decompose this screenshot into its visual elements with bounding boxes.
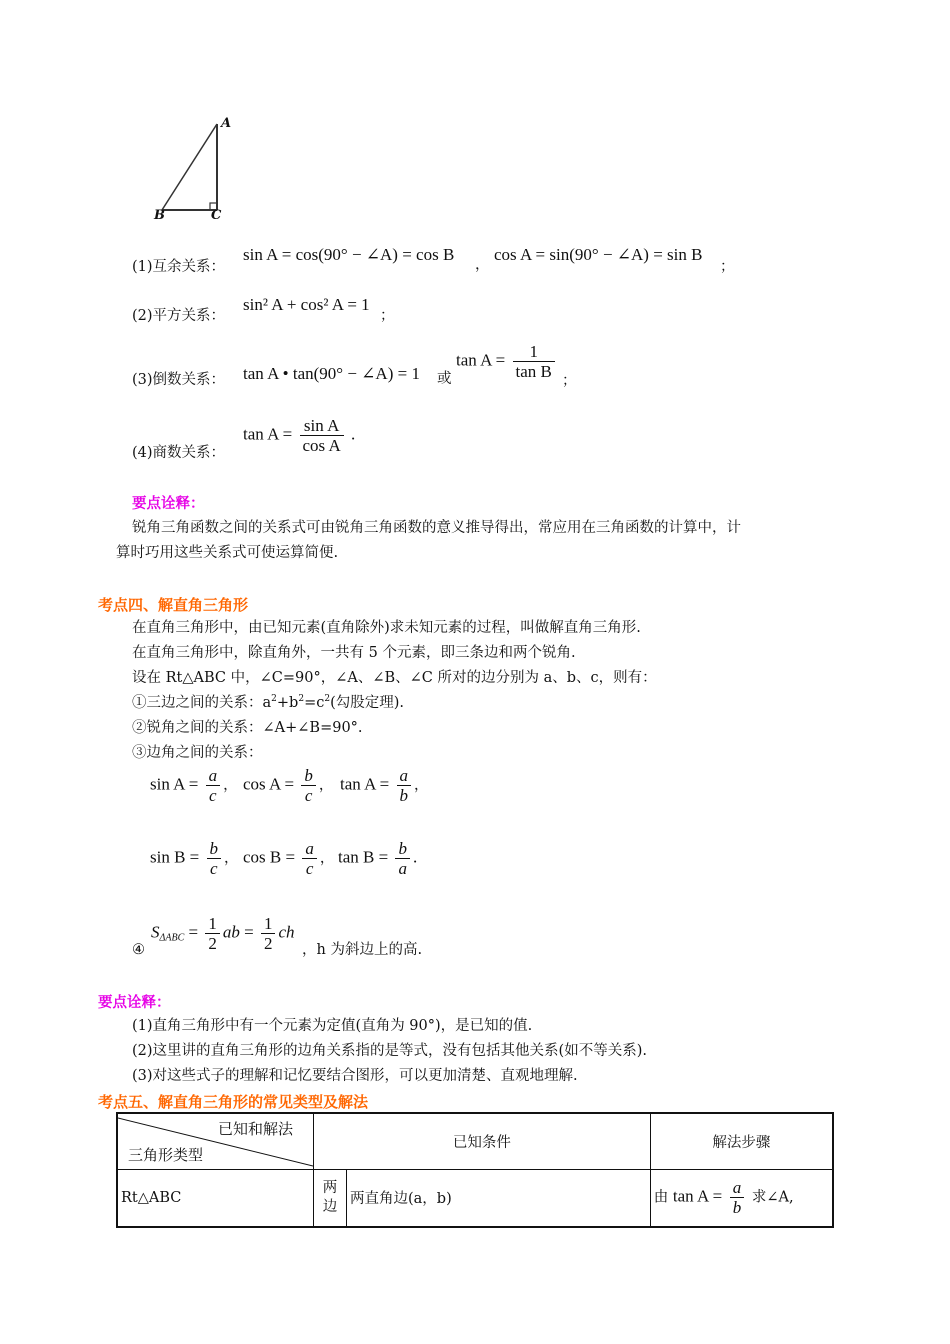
item-1-text-a: ①三边之间的关系：a <box>132 695 272 711</box>
note-2-title: 要点诠释： <box>98 995 171 1011</box>
relation-4-formula <box>243 416 355 455</box>
relation-3-fraction-numerator: 1 <box>513 342 555 362</box>
relation-3-formula-2 <box>456 342 558 381</box>
note-1-line-1: 锐角三角函数之间的关系式可由锐角三角函数的意义推导得出，常应用在三角函数的计算中，计 <box>132 520 741 536</box>
vertex-label-c: C <box>211 208 222 223</box>
area-half-1-den: 2 <box>208 934 217 953</box>
table-header-row <box>117 1113 833 1169</box>
area-half-1 <box>205 914 220 953</box>
relation-4-denominator: cos A <box>302 436 341 455</box>
relation-1-label: (1)互余关系： <box>132 259 226 275</box>
note-2-line-2: (2)这里讲的直角三角形的边角关系指的是等式，没有包括其他关系(如不等关系). <box>132 1043 647 1059</box>
formula-sin-a-lhs: sin A = <box>150 774 199 794</box>
note-1-line-2: 算时巧用这些关系式可使运算简便. <box>116 545 339 561</box>
relation-3-formula-2-lhs: tan A = <box>456 350 506 370</box>
area-ch: ch <box>278 922 295 942</box>
formula-cos-b <box>243 839 334 878</box>
formula-tan-b-lhs: tan B = <box>338 847 389 867</box>
section-4-para-1: 在直角三角形中，由已知元素(直角除外)求未知元素的过程，叫做解直角三角形. <box>132 620 641 636</box>
formula-cos-a-comma: ， <box>318 777 334 794</box>
section-4-para-2: 在直角三角形中，除直角外，一共有 5 个元素，即三条边和两个锐角. <box>132 645 576 661</box>
section-4-title: 考点四、解直角三角形 <box>98 596 249 614</box>
formula-sin-a-num: a <box>206 766 221 786</box>
table-diagonal-header <box>117 1113 314 1169</box>
formula-sin-b-comma: ， <box>224 850 239 867</box>
area-half-2-den: 2 <box>263 934 273 953</box>
formula-tan-b <box>338 839 417 878</box>
row-1-step-pre: 由 <box>653 1189 669 1206</box>
relation-4-fraction <box>300 416 344 455</box>
area-eq-2: = <box>244 922 254 942</box>
relation-3-end: ； <box>562 373 577 389</box>
area-half-1-num: 1 <box>205 914 220 934</box>
note-2-line-1: (1)直角三角形中有一个元素为定值(直角为 90°)，是已知的值. <box>132 1018 533 1034</box>
formula-cos-a-num: b <box>301 766 316 786</box>
formula-tan-a-fraction <box>397 766 412 805</box>
item-4-circle: ④ <box>132 942 145 958</box>
relation-3-or: 或 <box>437 371 452 387</box>
formula-cos-b-lhs: cos B = <box>243 847 296 867</box>
item-1-text-c: =c <box>304 695 325 711</box>
item-1-sup-1: 2 <box>271 694 277 705</box>
relation-3-formula-1: tan A • tan(90° − ∠A) = 1 <box>243 364 420 383</box>
area-formula <box>151 914 295 953</box>
item-1-sup-2: 2 <box>298 694 305 705</box>
item-1-text-b: +b <box>276 695 299 711</box>
formula-tan-a-comma: ， <box>414 777 429 794</box>
formula-tan-a-den: b <box>399 786 409 805</box>
relation-1-formula-2: cos A = sin(90° − ∠A) = sin B <box>494 245 703 264</box>
area-half-2-num: 1 <box>261 914 276 934</box>
note-1-title: 要点诠释： <box>132 496 205 512</box>
relation-3-fraction <box>513 342 555 381</box>
section-4-item-1 <box>132 694 404 712</box>
formula-tan-b-den: a <box>398 859 407 878</box>
header-known-conditions: 已知条件 <box>314 1113 651 1169</box>
formula-sin-a <box>150 766 238 805</box>
formula-sin-b-den: c <box>209 859 218 878</box>
header-solution-steps: 解法步骤 <box>650 1113 833 1169</box>
table-row <box>117 1169 833 1227</box>
formula-cos-b-den: c <box>305 859 314 878</box>
row-1-step-num: a <box>730 1178 745 1198</box>
relation-1-formula-1: sin A = cos(90° − ∠A) = cos B <box>243 245 455 264</box>
relation-3-fraction-denominator: tan B <box>515 362 552 381</box>
solving-types-table <box>116 1112 834 1228</box>
relation-4-label: (4)商数关系： <box>132 445 226 461</box>
relation-2-formula: sin² A + cos² A = 1 <box>243 295 370 314</box>
item-4-post: ，h 为斜边上的高. <box>302 942 423 958</box>
row-1-type: Rt△ABC <box>117 1169 314 1227</box>
row-1-steps <box>650 1169 833 1227</box>
formula-sin-b <box>150 839 239 878</box>
vertex-label-b: B <box>154 208 165 223</box>
formula-cos-b-fraction <box>302 839 317 878</box>
formula-cos-a-lhs: cos A = <box>243 774 295 794</box>
vertex-label-a: A <box>221 116 232 131</box>
area-half-2 <box>261 914 276 953</box>
row-1-condition: 两直角边(a，b) <box>347 1169 651 1227</box>
relation-3-label: (3)倒数关系： <box>132 372 226 388</box>
diag-header-top: 已知和解法 <box>217 1120 293 1138</box>
item-1-text-d: (勾股定理). <box>330 695 405 711</box>
relation-4-numerator: sin A <box>300 416 344 436</box>
formula-tan-b-period: . <box>412 847 418 867</box>
formula-cos-a-fraction <box>301 766 316 805</box>
row-1-group-text: 两边 <box>322 1179 338 1215</box>
formula-tan-a-num: a <box>397 766 412 786</box>
item-1-sup-3: 2 <box>324 694 331 705</box>
row-1-step-fraction <box>730 1178 745 1217</box>
formula-cos-a <box>243 766 333 805</box>
section-4-para-3: 设在 Rt△ABC 中，∠C=90°，∠A、∠B、∠C 所对的边分别为 a、b、c，则有： <box>132 670 657 686</box>
formula-sin-a-comma: ， <box>223 777 238 794</box>
formula-sin-b-lhs: sin B = <box>150 847 200 867</box>
area-ab: ab <box>222 922 240 942</box>
relation-1-end: ； <box>720 259 735 275</box>
area-subscript: ΔABC <box>159 932 185 944</box>
relation-2-end: ； <box>380 308 395 324</box>
formula-cos-b-comma: ， <box>319 850 335 867</box>
formula-sin-a-fraction <box>206 766 221 805</box>
row-1-step-den: b <box>732 1198 742 1218</box>
formula-tan-b-fraction <box>395 839 410 878</box>
formula-sin-a-den: c <box>209 786 217 805</box>
row-1-group <box>314 1169 347 1227</box>
formula-cos-a-den: c <box>304 786 313 805</box>
formula-cos-b-num: a <box>302 839 317 859</box>
formula-tan-b-num: b <box>395 839 410 859</box>
section-5-title: 考点五、解直角三角形的常见类型及解法 <box>98 1093 369 1111</box>
area-s: S <box>151 922 160 942</box>
section-4-item-3: ③边角之间的关系： <box>132 745 263 761</box>
area-eq-1: = <box>188 922 199 942</box>
relation-1-separator: ， <box>475 257 490 273</box>
note-2-line-3: (3)对这些式子的理解和记忆要结合图形，可以更加清楚、直观地理解. <box>132 1068 578 1084</box>
row-1-step-lhs: tan A = <box>672 1186 723 1206</box>
relation-2-label: (2)平方关系： <box>132 308 226 324</box>
diag-header-bottom: 三角形类型 <box>128 1145 204 1164</box>
formula-tan-a-lhs: tan A = <box>340 774 390 794</box>
row-1-step-post: 求∠A, <box>751 1189 794 1206</box>
relation-4-lhs: tan A = <box>243 424 293 444</box>
section-4-item-2: ②锐角之间的关系：∠A+∠B=90°. <box>132 720 363 736</box>
relation-4-end: . <box>351 424 356 444</box>
formula-tan-a <box>340 766 429 805</box>
formula-sin-b-num: b <box>207 839 222 859</box>
formula-sin-b-fraction <box>207 839 222 878</box>
